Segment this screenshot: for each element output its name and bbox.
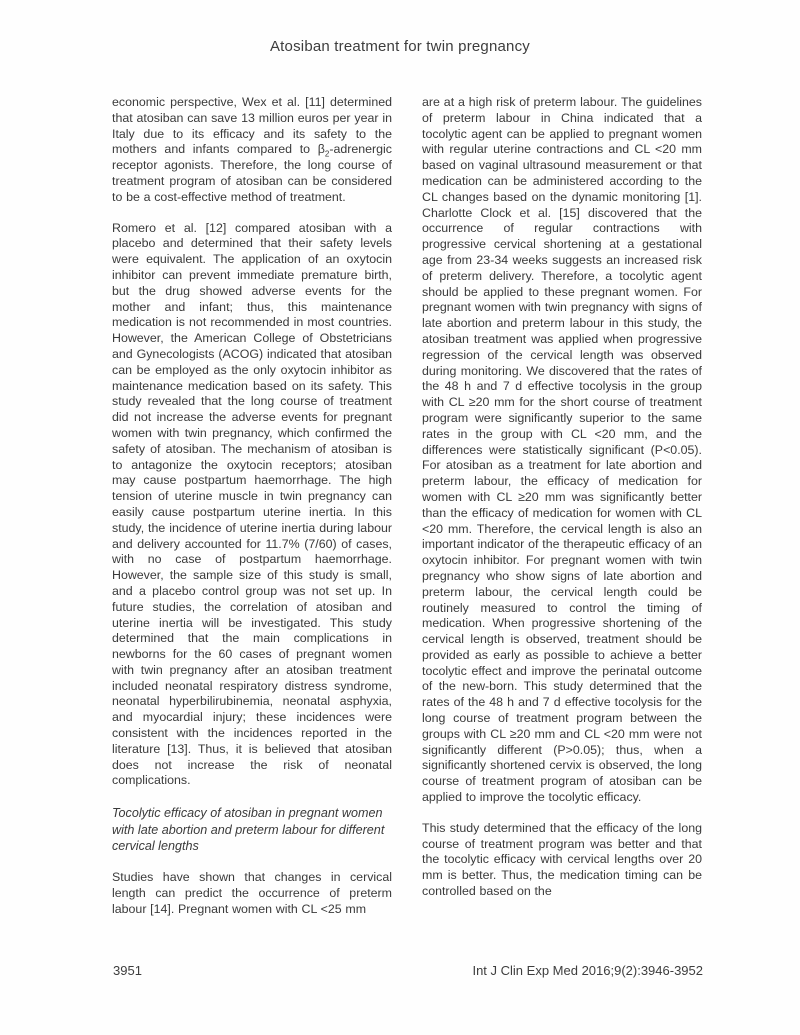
- journal-reference: Int J Clin Exp Med 2016;9(2):3946-3952: [472, 963, 703, 978]
- paragraph-guidelines-tocolysis: are at a high risk of preterm labour. The guidelines of preterm labour in China indicated that a tocolytic agent can be applied to pregnant women with regular uterine contractions and CL <20 mm based on vaginal ultrasound measurement or that medication can be administered according to the CL changes based on the dynamic monitoring [1]. Charlotte Clock et al. [15] discovered that the occurrence of regular contractions with progressive cervical shortening at a gestational age from 23-34 weeks suggests an increased risk of preterm delivery. Therefore, a tocolytic agent should be applied to these pregnant women. For pregnant women with twin pregnancy with signs of late abortion and preterm labour in this study, the atosiban treatment was applied when progressive regression of the cervical length was observed during monitoring. We discovered that the rates of the 48 h and 7 d effective tocolysis in the group with CL ≥20 mm for the short course of treatment program were significantly superior to the same rates in the group with CL <20 mm, and the differences were statistically significant (P<0.05). For atosiban as a treatment for late abortion and preterm labour, the efficacy of medication for women with CL ≥20 mm was significantly better than the efficacy of medication for women with CL <20 mm. Therefore, the cervical length is also an important indicator of the therapeutic efficacy of an oxytocin inhibitor. For pregnant women with twin pregnancy who show signs of late abortion and preterm labour, the cervical length could be routinely measured to control the timing of medication. When progressive shortening of the cervical length is observed, treatment should be provided as early as possible to achieve a better tocolytic effect and improve the perinatal outcome of the new-born. This study determined that the rates of the 48 h and 7 d effective tocolysis for the long course of treatment program between the groups with CL ≥20 mm and CL <20 mm were not significantly different (P>0.05); thus, when a significantly shortened cervix is observed, the long course of treatment program of atosiban can be applied to improve the tocolytic efficacy.: [422, 95, 702, 805]
- paragraph-text: -adrenergic receptor agonists. Therefore, the long course of treatment program of atosiban can be considered to be a cost-effective method of treatment.: [112, 142, 392, 204]
- two-column-body: [112, 95, 702, 917]
- page-number: 3951: [113, 963, 142, 978]
- paragraph-economic-perspective: [112, 95, 392, 206]
- paragraph-cervical-length-studies: Studies have shown that changes in cervical length can predict the occurrence of preterm labour [14]. Pregnant women with CL <25 mm: [112, 870, 392, 916]
- left-column: [112, 95, 392, 917]
- paragraph-text: economic perspective, Wex et al. [11] determined that atosiban can save 13 million euros per year in Italy due to its efficacy and its safety to the mothers and infants compared to β: [112, 95, 392, 157]
- paragraph-romero-safety: Romero et al. [12] compared atosiban with a placebo and determined that their safety levels were equivalent. The application of an oxytocin inhibitor can prevent immediate premature birth, but the drug showed adverse events for the mother and infant; thus, this maintenance medication is not recommended in most countries. However, the American College of Obstetricians and Gynecologists (ACOG) indicated that atosiban can be employed as the only oxytocin inhibitor as maintenance medication based on its safety. This study revealed that the long course of treatment did not increase the adverse events for pregnant women with twin pregnancy, which confirmed the safety of atosiban. The mechanism of atosiban is to antagonize the oxytocin receptors; atosiban may cause postpartum haemorrhage. The high tension of uterine muscle in twin pregnancy can easily cause postpartum uterine inertia. In this study, the incidence of uterine inertia during labour and delivery accounted for 11.7% (7/60) of cases, with no case of postpartum haemorrhage. However, the sample size of this study is small, and a placebo control group was not set up. In future studies, the correlation of atosiban and uterine inertia will be investigated. This study determined that the main complications in newborns for the 60 cases of pregnant women with twin pregnancy after an atosiban treatment included neonatal respiratory distress syndrome, neonatal hyperbilirubinemia, neonatal asphyxia, and myocardial injury; these incidences were consistent with the incidences reported in the literature [13]. Thus, it is believed that atosiban does not increase the risk of neonatal complications.: [112, 220, 392, 788]
- section-heading-tocolytic-efficacy: Tocolytic efficacy of atosiban in pregnant women with late abortion and preterm labour for different cervical lengths: [112, 806, 385, 854]
- beta-subscript: 2: [324, 149, 330, 159]
- page-footer: [113, 963, 703, 978]
- paragraph-conclusion-efficacy: This study determined that the efficacy of the long course of treatment program was better and that the tocolytic efficacy with cervical lengths over 20 mm is better. Thus, the medication timing can be controlled based on the: [422, 820, 702, 899]
- running-title: Atosiban treatment for twin pregnancy: [269, 38, 531, 55]
- right-column: [422, 95, 702, 917]
